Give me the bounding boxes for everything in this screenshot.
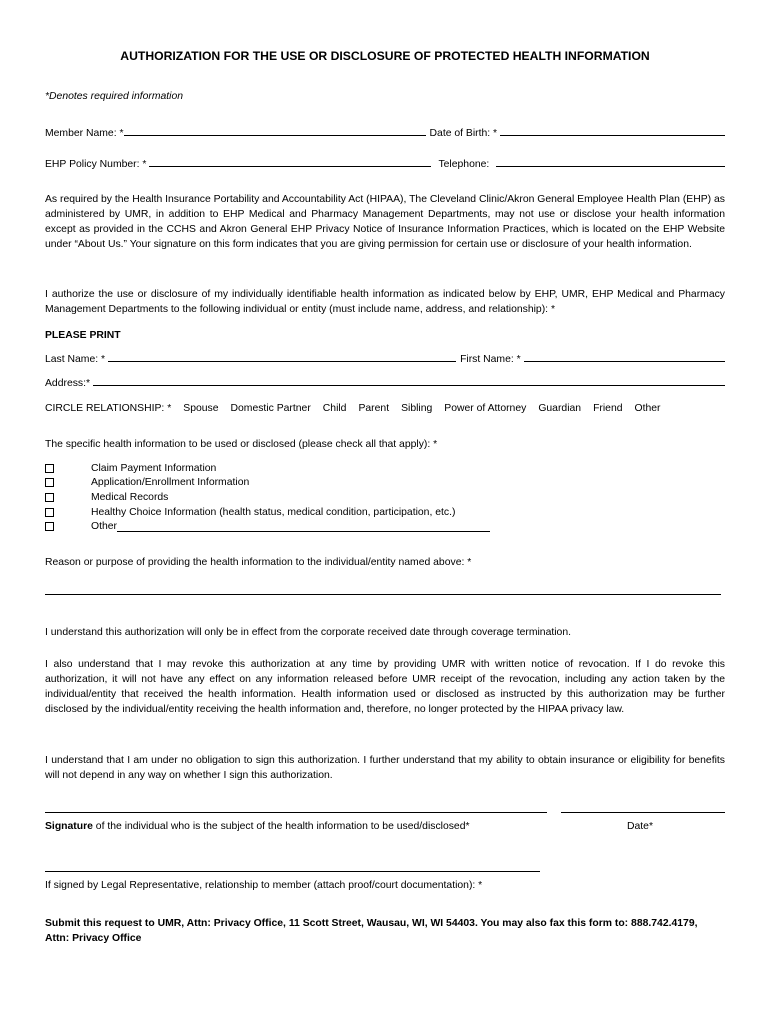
- dob-label: Date of Birth: *: [429, 128, 498, 139]
- policy-label: EHP Policy Number: *: [45, 159, 147, 170]
- relationship-option-guardian[interactable]: Guardian: [538, 403, 582, 414]
- relationship-option-domestic-partner[interactable]: Domestic Partner: [230, 403, 311, 414]
- signature-field[interactable]: [45, 802, 547, 813]
- checkbox-row: [45, 490, 490, 505]
- other-checkbox[interactable]: [45, 522, 54, 531]
- other-field[interactable]: [117, 521, 490, 532]
- relationship-option-sibling[interactable]: Sibling: [401, 403, 433, 414]
- address-row: [45, 375, 725, 391]
- relationship-option-spouse[interactable]: Spouse: [183, 403, 219, 414]
- relationship-option-other[interactable]: Other: [634, 403, 661, 414]
- legal-rep-row: [45, 861, 725, 872]
- signature-caption-rest: of the individual who is the subject of the health information to be used/disclosed*: [92, 821, 470, 832]
- application-enrollment-checkbox[interactable]: [45, 478, 54, 487]
- member-row: [45, 125, 725, 141]
- obligation-paragraph: I understand that I am under no obligation to sign this authorization. I further understand that my ability to obtain insurance or eligibility for benefits will not depend in any way on whether I sign this authorization.: [45, 755, 725, 782]
- intro-paragraph: As required by the Health Insurance Portability and Accountability Act (HIPAA), The Cleveland Clinic/Akron General Employee Health Plan (EHP) as administered by UMR, in addition to EHP Medical and Pharmacy Management Departments, may not use or disclose your health information except as provided in the CCHS and Akron General EHP Privacy Notice of Insurance Information Practices, which is located on the EHP Website under “About Us.” Your signature on this form indicates that you are giving permission for certain use or disclosure of your health information.: [45, 194, 725, 251]
- checkbox-label: Application/Enrollment Information: [91, 477, 250, 489]
- first-name-field[interactable]: [524, 351, 725, 362]
- checkbox-row: [45, 519, 490, 534]
- dob-field[interactable]: [500, 125, 725, 136]
- healthy-choice-checkbox[interactable]: [45, 508, 54, 517]
- policy-row: [45, 156, 725, 172]
- claim-payment-checkbox[interactable]: [45, 464, 54, 473]
- relationship-label: CIRCLE RELATIONSHIP: *: [45, 403, 172, 414]
- relationship-option-parent[interactable]: Parent: [358, 403, 390, 414]
- address-label: Address:*: [45, 378, 91, 389]
- relationship-option-child[interactable]: Child: [322, 403, 347, 414]
- reason-row: [45, 584, 725, 595]
- policy-field[interactable]: [149, 156, 431, 167]
- reason-field[interactable]: [45, 584, 721, 595]
- form-title: AUTHORIZATION FOR THE USE OR DISCLOSURE OF PROTECTED HEALTH INFORMATION: [120, 49, 650, 63]
- relationship-row: [45, 401, 725, 416]
- effect-paragraph: I understand this authorization will only be in effect from the corporate received date through coverage termination.: [45, 627, 571, 638]
- date-caption: Date*: [627, 821, 653, 832]
- checkbox-label: Healthy Choice Information (health status, medical condition, participation, etc.): [91, 506, 456, 518]
- signature-row: [45, 802, 725, 813]
- date-field[interactable]: [561, 802, 725, 813]
- specific-info-label: The specific health information to be used or disclosed (please check all that apply): *: [45, 439, 438, 450]
- telephone-label: Telephone:: [438, 159, 490, 170]
- member-name-label: Member Name: *: [45, 128, 124, 139]
- info-checklist: [45, 461, 490, 534]
- please-print-heading: PLEASE PRINT: [45, 330, 121, 341]
- first-name-label: First Name: *: [460, 354, 521, 365]
- revoke-paragraph: I also understand that I may revoke this authorization at any time by providing UMR with written notice of revocation. If I do revoke this authorization, it will not have any effect on any information released before UMR receipt of the revocation, including any action taken by the individual/entity that received the health information. Health information used or disclosed as instructed by this authorization may be further disclosed by the individual/entity receiving the health information and, therefore, no longer protected by the HIPAA privacy law.: [45, 659, 725, 716]
- legal-rep-label: If signed by Legal Representative, relationship to member (attach proof/court documentation): *: [45, 880, 483, 891]
- checkbox-row: [45, 476, 490, 491]
- telephone-field[interactable]: [496, 156, 725, 167]
- checkbox-row: [45, 461, 490, 476]
- checkbox-row: [45, 505, 490, 520]
- checkbox-label: Other: [91, 521, 117, 533]
- legal-rep-field[interactable]: [45, 861, 540, 872]
- member-name-field[interactable]: [124, 125, 426, 136]
- submit-instructions: Submit this request to UMR, Attn: Privacy Office, 11 Scott Street, Wausau, WI, WI 54403. You may also fax this form to: 888.742.4179, Attn: Privacy Office: [45, 918, 698, 945]
- signature-caption-bold: Signature: [45, 821, 93, 832]
- relationship-option-power-of-attorney[interactable]: Power of Attorney: [444, 403, 527, 414]
- last-name-label: Last Name: *: [45, 354, 106, 365]
- checkbox-label: Medical Records: [91, 491, 169, 503]
- name-row: [45, 351, 725, 367]
- medical-records-checkbox[interactable]: [45, 493, 54, 502]
- authorize-paragraph: I authorize the use or disclosure of my individually identifiable health information as indicated below by EHP, UMR, EHP Medical and Pharmacy Management Departments to the following individual or entity (must include name, address, and relationship): *: [45, 289, 725, 316]
- required-note: *Denotes required information: [45, 91, 184, 102]
- reason-label: Reason or purpose of providing the health information to the individual/entity named above: *: [45, 557, 472, 568]
- address-field[interactable]: [93, 375, 725, 386]
- checkbox-label: Claim Payment Information: [91, 462, 217, 474]
- relationship-option-friend[interactable]: Friend: [593, 403, 623, 414]
- signature-caption: [45, 819, 470, 834]
- last-name-field[interactable]: [108, 351, 456, 362]
